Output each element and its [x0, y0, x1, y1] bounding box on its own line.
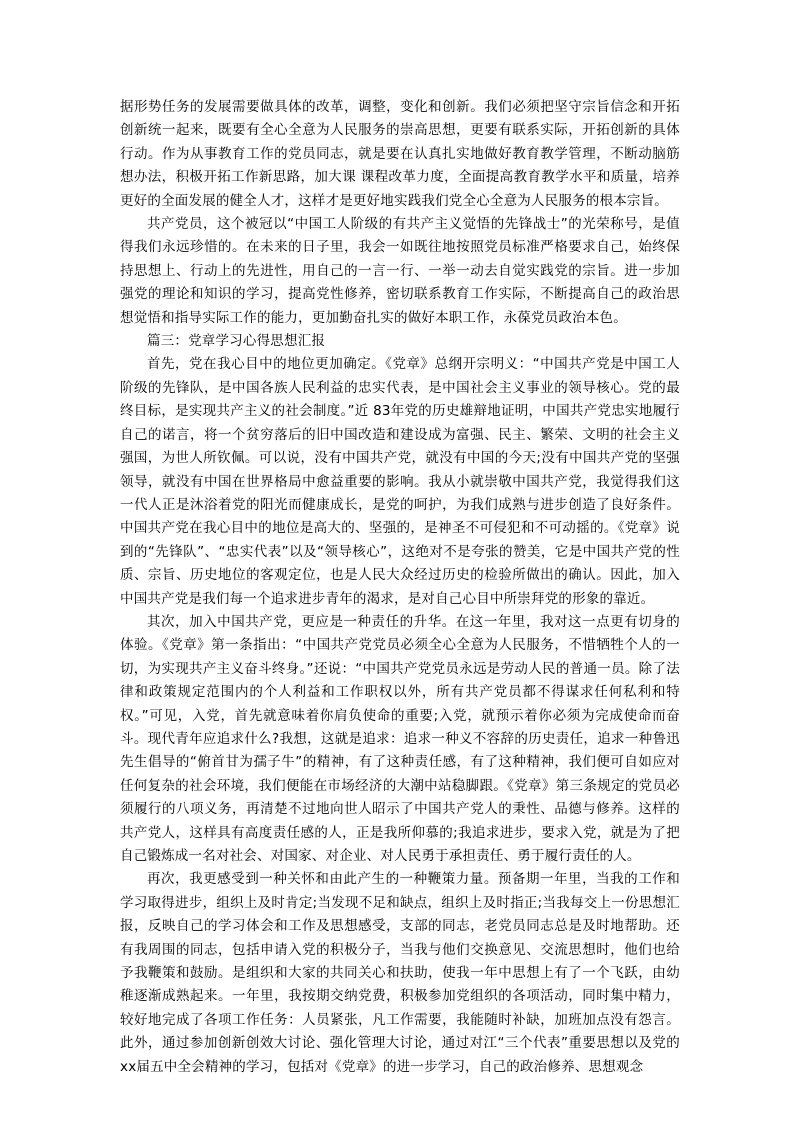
paragraph: 其次，加入中国共产党，更应是一种责任的升华。在这一年里，我对这一点更有切身的体验。《党章》第一条指出：“中国共产党党员必须全心全意为人民服务，不惜牺牲个人的一切，为实现共产主义奋斗终身。”还说：“中国共产党党员永远是劳动人民的普通一员。除了法律和政策规定范围内的个人利益和工作职权以外，所有共产党员都不得谋求任何私利和特权。”可见，入党，首先就意味着你肩负使命的重要;入党，就预示着你必须为完成使命而奋斗。现代青年应追求什么?我想，这就是追求：追求一种义不容辞的历史责任，追求一种鲁迅先生倡导的“俯首甘为孺子牛”的精神，有了这种责任感，有了这种精神，我们便可自如应对任何复杂的社会环境，我们便能在市场经济的大潮中站稳脚跟。《党章》第三条规定的党员必须履行的八项义务，再清楚不过地向世人昭示了中国共产党人的秉性、品德与修养。这样的共产党人，这样具有高度责任感的人，正是我所仰慕的;我追求进步，要求入党，就是为了把自己锻炼成一名对社会、对国家、对企业、对人民勇于承担责任、勇于履行责任的人。	[120, 613, 680, 864]
document-body	[120, 96, 680, 1079]
section-heading: 篇三：党章学习心得思想汇报	[147, 333, 326, 350]
paragraph: 再次，我更感受到一种关怀和由此产生的一种鞭策力量。预备期一年里，当我的工作和学习取得进步，组织上及时肯定;当发现不足和缺点，组织上及时指正;当我每交上一份思想汇报，反映自己的学习体会和工作及思想感受，支部的同志，老党员同志总是及时地帮助。还有我周围的同志，包括申请入党的积极分子，当我与他们交换意见、交流思想时，他们也给予我鞭策和鼓励。是组织和大家的共同关心和扶助，使我一年中思想上有了一个飞跃，由幼稚逐渐成熟起来。一年里，我按期交纳党费，积极参加党组织的各项活动，同时集中精力，较好地完成了各项工作任务：人员紧张，凡工作需要，我能随时补缺，加班加点没有怨言。此外，通过参加创新创效大讨论、强化管理大讨论，通过对江“三个代表”重要思想以及党的 xx届五中全会精神的学习，包括对《党章》的进一步学习，自己的政治修养、思想观念	[120, 871, 680, 1075]
paragraph: 共产党员，这个被冠以“中国工人阶级的有共产主义觉悟的先锋战士”的光荣称号，是值得我们永远珍惜的。在未来的日子里，我会一如既往地按照党员标准严格要求自己，始终保持思想上、行动上的先进性，用自己的一言一行、一举一动去自觉实践党的宗旨。进一步加强党的理论和知识的学习，提高党性修养，密切联系教育工作实际，不断提高自己的政治思想觉悟和指导实际工作的能力，更加勤奋扎实的做好本职工作，永葆党员政治本色。	[120, 216, 680, 326]
paragraph: 首先，党在我心目中的地位更加确定。《党章》总纲开宗明义：“中国共产党是中国工人阶级的先锋队，是中国各族人民利益的忠实代表，是中国社会主义事业的领导核心。党的最终目标，是实现共产主义的社会制度。”近 83年党的历史雄辩地证明，中国共产党忠实地履行自己的诺言，将一个贫穷落后的旧中国改造和建设成为富强、民主、繁荣、文明的社会主义强国，为世人所钦佩。可以说，没有中国共产党，就没有中国的今天;没有中国共产党的坚强领导，就没有中国在世界格局中愈益重要的影响。我从小就崇敬中国共产党，我觉得我们这一代人正是沐浴着党的阳光而健康成长，是党的呵护，为我们成熟与进步创造了良好条件。中国共产党在我心目中的地位是高大的、坚强的，是神圣不可侵犯和不可动摇的。《党章》说到的“先锋队”、“忠实代表”以及“领导核心”，这绝对不是夸张的赞美，它是中国共产党的性质、宗旨、历史地位的客观定位，也是人民大众经过历史的检验所做出的确认。因此，加入中国共产党是我们每一个追求进步青年的渴求，是对自己心目中所崇拜党的形象的靠近。	[120, 356, 680, 607]
paragraph-continued: 据形势任务的发展需要做具体的改革，调整，变化和创新。我们必须把坚守宗旨信念和开拓创新统一起来，既要有全心全意为人民服务的崇高思想，更要有联系实际，开拓创新的具体行动。作为从事教育工作的党员同志，就是要在认真扎实地做好教育教学管理，不断动脑筋想办法，积极开拓工作新思路，加大课 课程改革力度，全面提高教育教学水平和质量，培养更好的全面发展的健全人才，这样才是更好地实践我们党全心全意为人民服务的根本宗旨。	[120, 99, 680, 209]
